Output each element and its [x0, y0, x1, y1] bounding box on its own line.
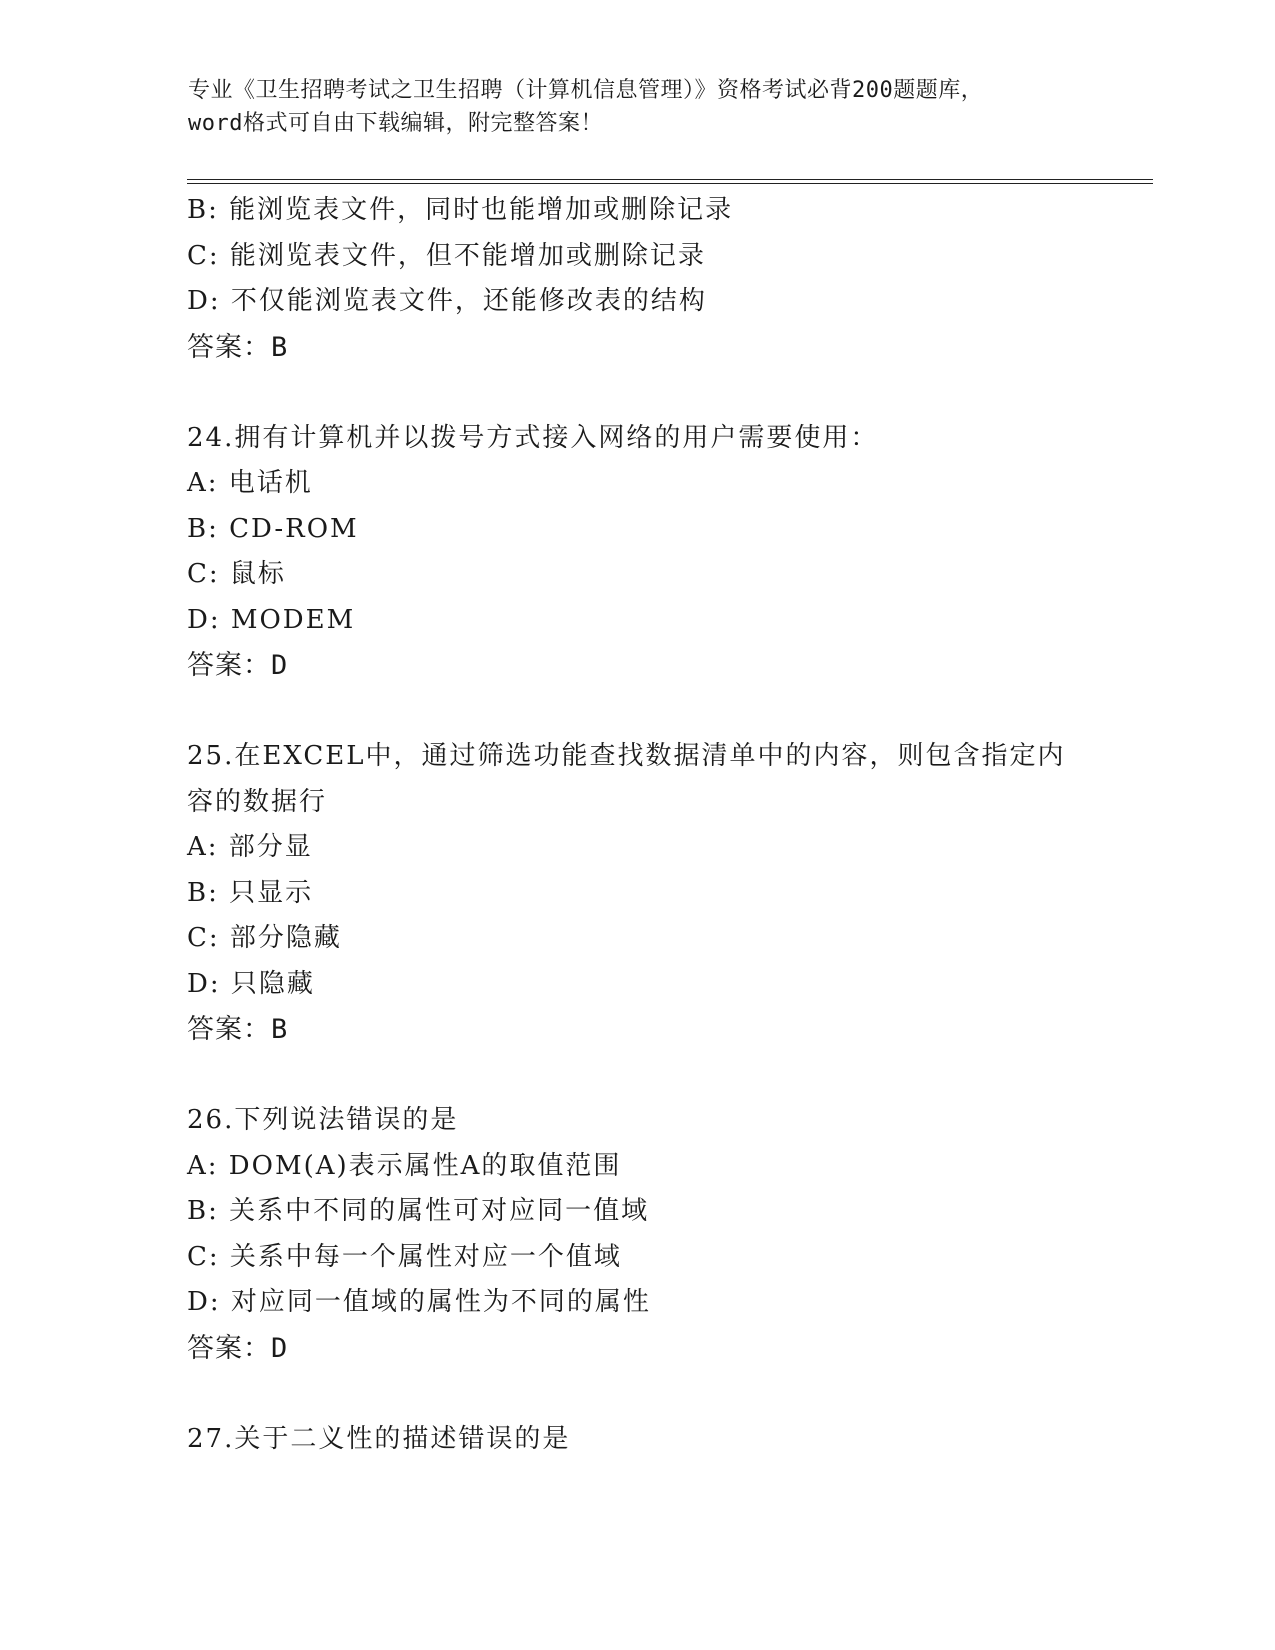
option-a: A: 部分显: [187, 832, 313, 862]
option-c: C: 部分隐藏: [187, 923, 342, 953]
question-block-27: [187, 1417, 1087, 1463]
answer-line: 答案：D: [187, 1332, 289, 1364]
header-line-1: 专业《卫生招聘考试之卫生招聘（计算机信息管理）》资格考试必背200题题库，: [188, 78, 984, 103]
question-stem: 26.下列说法错误的是: [187, 1105, 459, 1135]
option-c: C: 关系中每一个属性对应一个值域: [187, 1241, 622, 1272]
answer-line: 答案：D: [187, 650, 289, 681]
option-c: C: 鼠标: [187, 559, 286, 589]
option-a: A: 电话机: [187, 468, 313, 498]
option-c: C: 能浏览表文件，但不能增加或删除记录: [187, 240, 706, 271]
header-line-2: word格式可自由下载编辑，附完整答案！: [188, 111, 603, 136]
question-stem: 27.关于二义性的描述错误的是: [187, 1423, 571, 1454]
spacer: [187, 1371, 1087, 1417]
question-stem-line-2: 容的数据行: [187, 786, 328, 817]
question-block-25: [187, 734, 1087, 1053]
option-a: A: DOM(A)表示属性A的取值范围: [187, 1150, 622, 1181]
option-b: B: 能浏览表文件，同时也能增加或删除记录: [187, 195, 734, 225]
option-d: D: 只隐藏: [187, 968, 315, 999]
question-stem: 24.拥有计算机并以拨号方式接入网络的用户需要使用：: [187, 422, 879, 453]
option-b: B: 关系中不同的属性可对应同一值域: [187, 1196, 650, 1226]
spacer: [187, 1053, 1087, 1099]
header-divider-top: [187, 179, 1153, 180]
question-stem-line-1: 25.在EXCEL中，通过筛选功能查找数据清单中的内容，则包含指定内: [187, 741, 1066, 771]
answer-line: 答案：B: [187, 1014, 289, 1045]
spacer: [187, 689, 1087, 735]
option-d: D: 不仅能浏览表文件，还能修改表的结构: [187, 286, 707, 316]
document-header: [188, 74, 1088, 140]
header-divider-bottom: [187, 183, 1153, 184]
option-d: D: MODEM: [187, 604, 356, 635]
spacer: [187, 370, 1087, 416]
question-block-24: [187, 416, 1087, 689]
question-block-26: [187, 1098, 1087, 1371]
option-d: D: 对应同一值域的属性为不同的属性: [187, 1287, 651, 1317]
question-block-continued: [187, 188, 1087, 370]
option-b: B: 只显示: [187, 877, 314, 908]
option-b: B: CD-ROM: [187, 513, 359, 544]
answer-line: 答案：B: [187, 331, 289, 363]
question-content: [187, 188, 1087, 1462]
